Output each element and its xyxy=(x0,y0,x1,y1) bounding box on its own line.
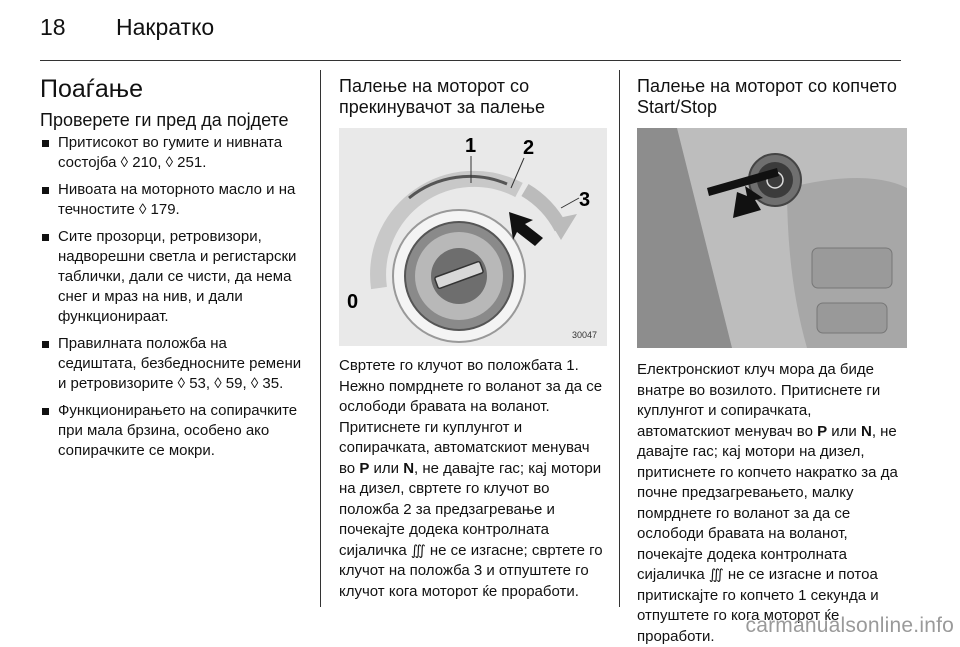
bullet-icon xyxy=(42,187,49,194)
gear-n: N xyxy=(860,422,872,440)
column-divider xyxy=(619,70,620,607)
preheat-coil-icon: ∭ xyxy=(708,567,724,583)
label-1: 1 xyxy=(465,135,477,157)
header-rule xyxy=(40,60,901,61)
bullet-icon xyxy=(42,234,49,241)
gear-p: P xyxy=(359,459,370,477)
gear-p: P xyxy=(817,422,828,440)
column-starting xyxy=(40,70,308,468)
start-stop-illustration xyxy=(637,128,907,348)
label-2: 2 xyxy=(523,137,535,159)
list-item: Притисокот во гумите и нивната состојба ◊ 210, ◊ 251. xyxy=(40,133,308,173)
bullet-icon xyxy=(42,140,49,147)
list-item: Функционирањето на сопирачките при мала брзина, особено ако сопирачките се мокри. xyxy=(40,401,308,461)
start-stop-figure xyxy=(637,128,907,348)
column-ignition-switch xyxy=(339,70,607,602)
checklist xyxy=(40,133,308,461)
list-item: Правилната положба на седиштата, безбедносните ремени и ретровизорите ◊ 53, ◊ 59, ◊ 35. xyxy=(40,334,308,394)
section-title: Поаѓање xyxy=(40,75,144,103)
column-start-stop xyxy=(637,70,907,647)
leader-line-3 xyxy=(561,198,579,208)
start-stop-instructions: Електронскиот клуч мора да биде внатре во возилото. Притиснете ги куплунгот и сопирачката, автоматскиот менувач во P или N, не давајте гас; кај мотори на дизел, притиснете го копчето накратко за да почне предзагревањето, малку помрднете го воланот за да се ослободи бравата на воланот, почекајте додека контролната сијаличка ∭ не се изгасне и потоа притискајте го копчето 1 секунда и отпуштете го кога моторот ќе проработи. xyxy=(637,361,898,645)
ignition-figure xyxy=(339,128,607,346)
label-3: 3 xyxy=(579,189,591,211)
gear-n: N xyxy=(403,459,415,477)
watermark: carmanualsonline.info xyxy=(745,614,954,637)
section-subtitle: Проверете ги пред да појдете xyxy=(40,110,289,130)
console-panel xyxy=(817,303,887,333)
page-number: 18 xyxy=(40,14,66,40)
ignition-instructions: Свртете го клучот во положбата 1. Нежно помрднете го воланот за да се ослободи бравата на воланот. Притиснете ги куплунгот и сопирачката, автоматскиот менувач во P или N, не давајте гас; кај мотори на дизел, свртете го клучот во положба 2 за предзагревање и почекајте додека контролната сијаличка ∭ не се изгасне; свртете го клучот на положба 3 и отпуштете го клучот кога моторот ќе проработи. xyxy=(339,357,603,600)
ignition-lock-illustration xyxy=(339,128,607,346)
console-panel xyxy=(812,248,892,288)
list-item: Нивоата на моторното масло и на течностите ◊ 179. xyxy=(40,180,308,220)
figure-number: 30047 xyxy=(571,330,597,340)
list-item: Сите прозорци, ретровизори, надворешни светла и регистарски таблички, дали се чисти, да нема снег и мраз на нив, и дали функционираат. xyxy=(40,227,308,327)
section-title: Палење на моторот со копчето Start/Stop xyxy=(637,76,897,117)
section-title: Палење на моторот со прекинувачот за палење xyxy=(339,76,546,117)
bullet-icon xyxy=(42,408,49,415)
column-divider xyxy=(320,70,321,607)
chapter-title: Накратко xyxy=(116,14,215,40)
preheat-coil-icon: ∭ xyxy=(410,542,426,559)
bullet-icon xyxy=(42,341,49,348)
label-0: 0 xyxy=(347,291,359,313)
